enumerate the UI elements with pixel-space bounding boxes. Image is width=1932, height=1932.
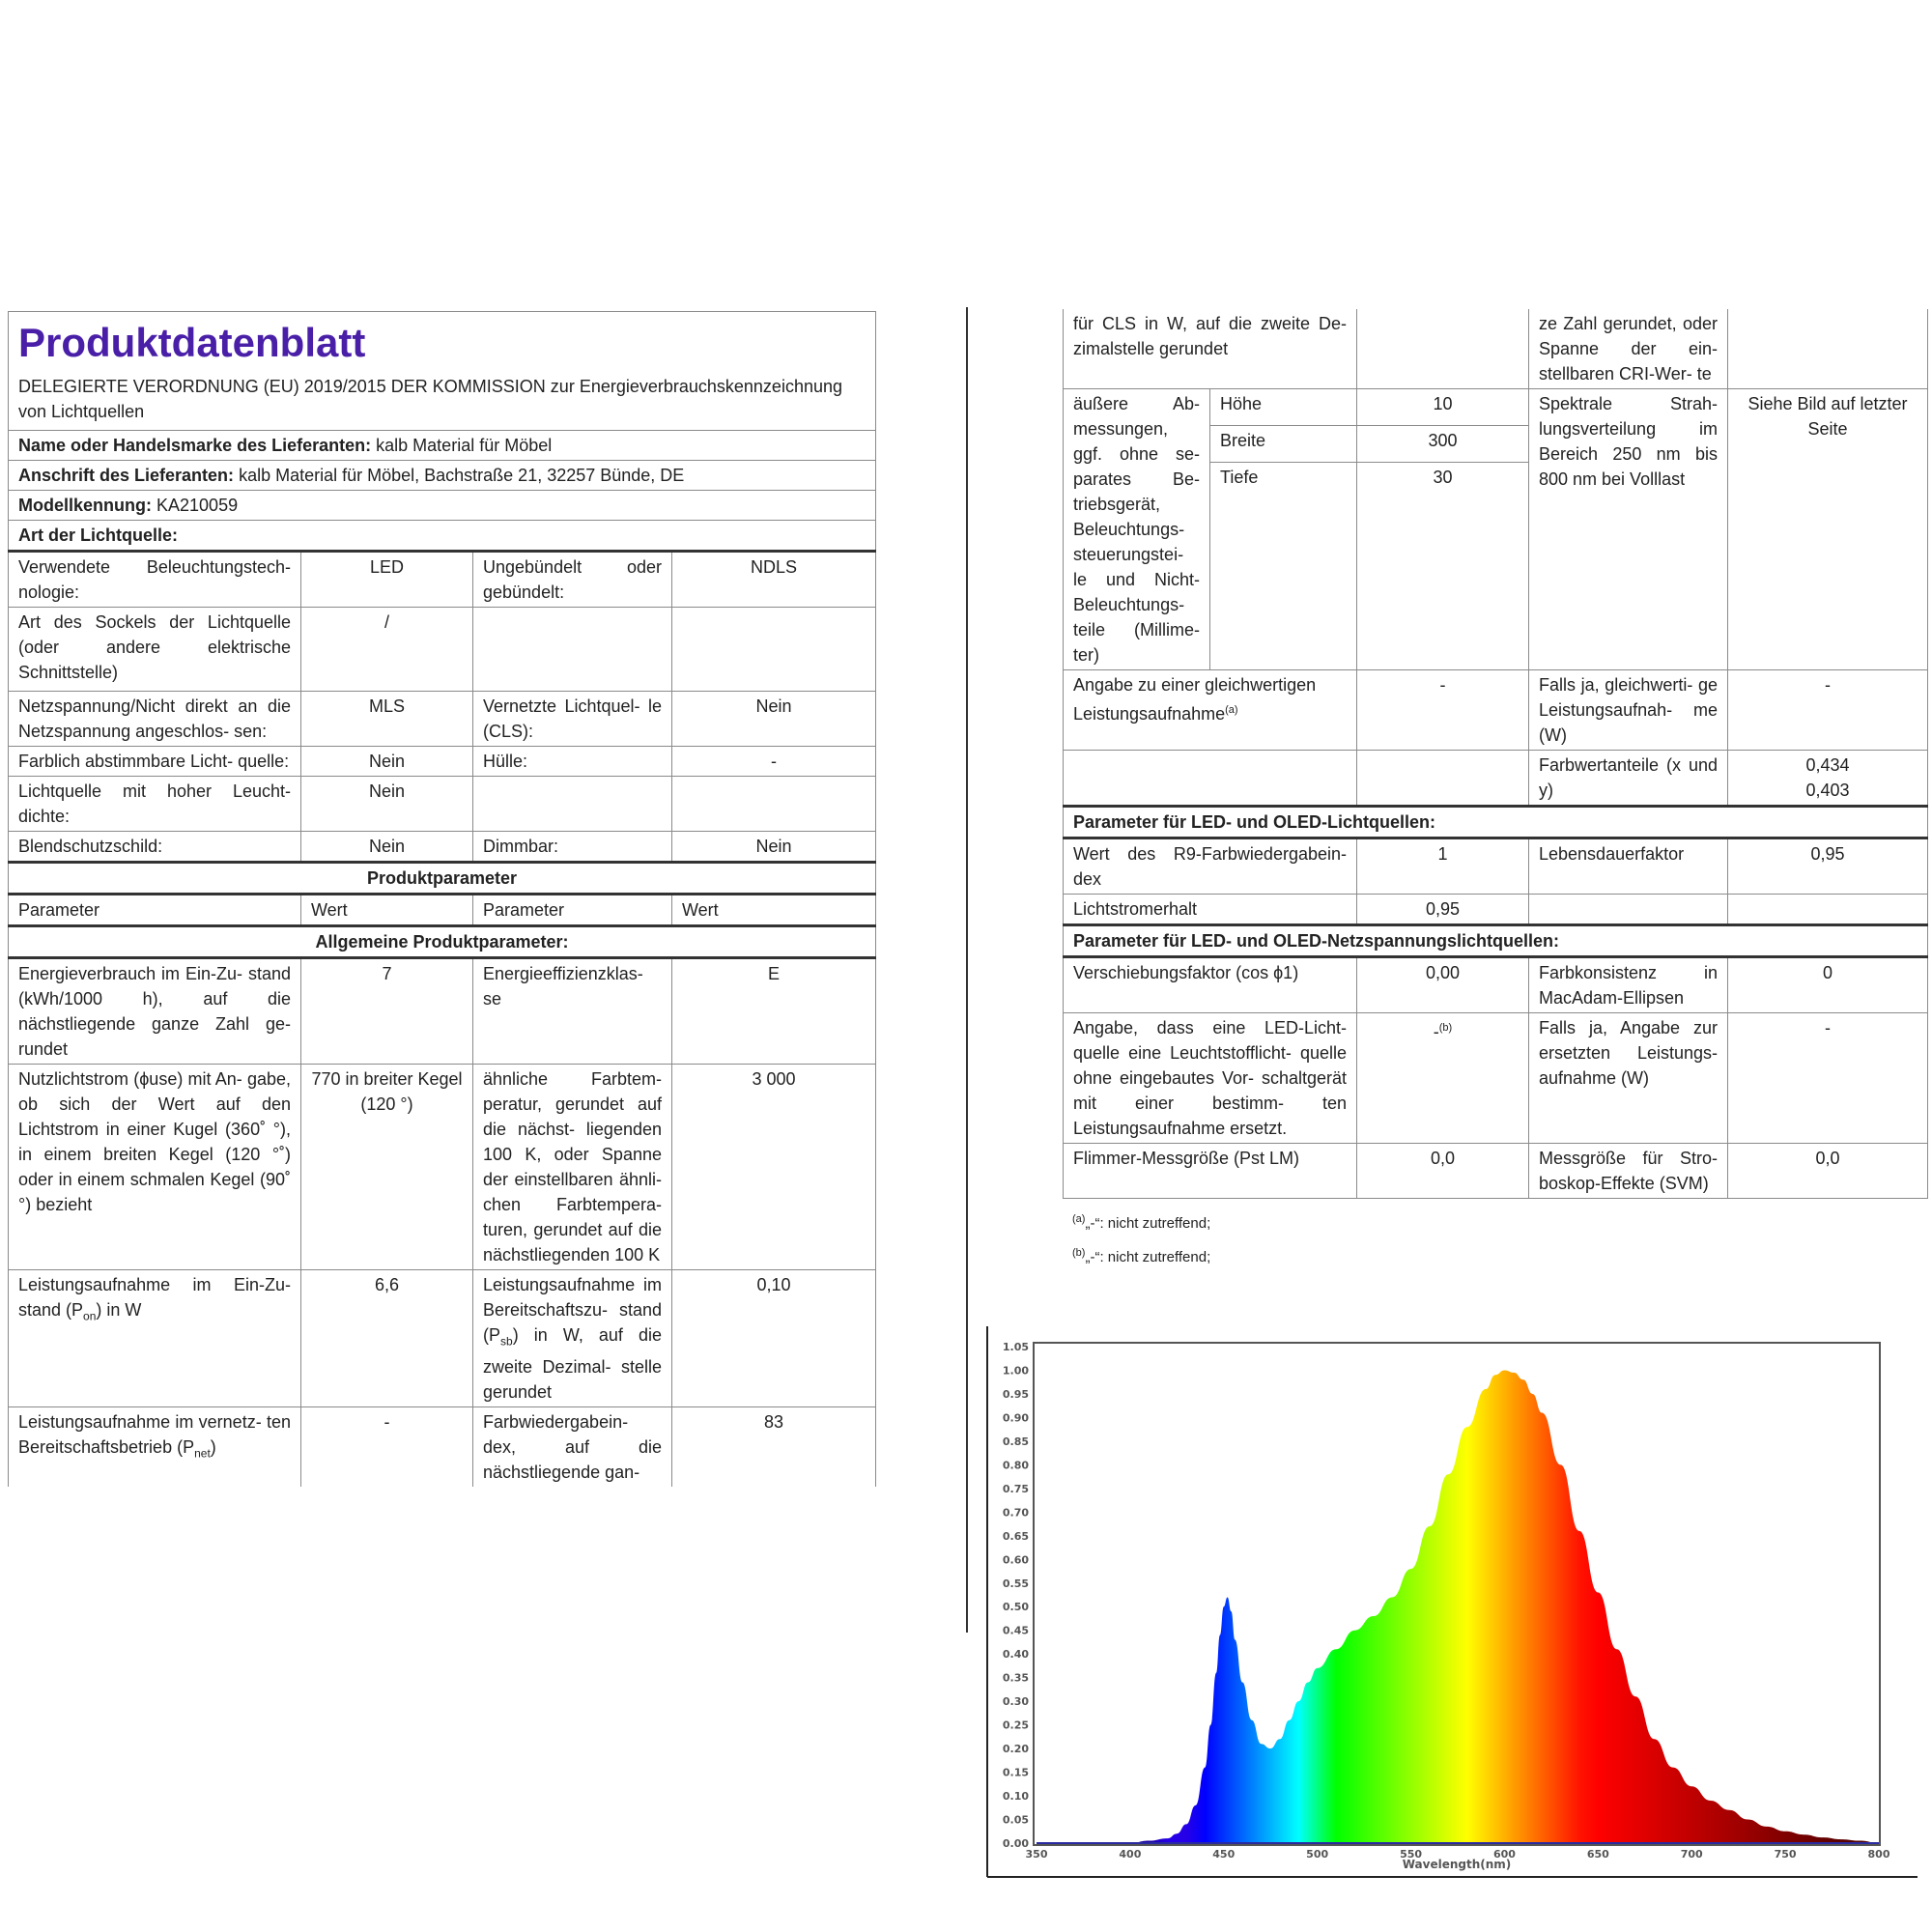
param-value: 83 [672,1406,876,1487]
param-label: ähnliche Farbtem- peratur, gerundet auf die nächst- liegenden 100 K, oder Spanne der einstellbaren ähnli- chen Farbtempera- turen, gerundet auf die nächstliegenden 100 K [473,1065,672,1270]
y-tick-label: 0.00 [1002,1837,1029,1850]
param-label: Lebensdauerfaktor [1529,838,1728,895]
table-row [1064,1144,1928,1199]
param-label: Messgröße für Stro- boskop-Effekte (SVM) [1529,1144,1728,1199]
supplier-address: kalb Material für Möbel, Bachstraße 21, 32257 Bünde, DE [239,466,685,485]
table-row [9,1065,876,1270]
supplier-name-row [9,431,876,461]
param-value: - [1728,670,1928,751]
param-label: Leistungsaufnahme im Ein-Zu- stand $(P_{on})$ in W [9,1270,301,1407]
product-datasheet-table-left [8,311,876,1487]
param-label: Ungebündelt oder gebündelt: [473,552,672,608]
led-parameters-heading: Parameter für LED- und OLED-Lichtquellen: [1064,807,1928,838]
param-label: Nutzlichtstrom (ϕuse) mit An- gabe, ob sich der Wert auf den Lichtstrom in einer Kugel (360˚ °), in einem breiten Kegel (120 °˚) oder in einem schmalen Kegel (90˚ °) bezieht [9,1065,301,1270]
param-label: Leistungsaufnahme im vernetz- ten Bereitschaftsbetrieb $(P_{net})$ [9,1406,301,1487]
product-parameters-heading: Produktparameter [9,863,876,895]
param-value [672,608,876,692]
param-label: Farblich abstimmbare Licht- quelle: [9,747,301,777]
x-tick-label: 650 [1586,1848,1609,1861]
param-value: 0,95 [1357,895,1529,925]
y-tick-label: 0.70 [1002,1506,1029,1520]
param-value: Nein [301,777,473,832]
y-tick-label: 0.40 [1002,1648,1029,1662]
y-tick-label: 0.90 [1002,1411,1029,1425]
param-value: / [301,608,473,692]
param-label: Leistungsaufnahme im Bereitschaftszu- stand $(P_{sb})$ in W, auf die zweite Dezimal- stelle gerundet [473,1270,672,1407]
param-label: Energieverbrauch im Ein-Zu- stand (kWh/1000 h), auf die nächstliegende ganze Zahl ge- rundet [9,958,301,1065]
y-tick-label: 0.45 [1002,1624,1029,1637]
param-value: 3 000 [672,1065,876,1270]
param-value: Nein [301,747,473,777]
dimensions-label: äußere Ab- messungen, ggf. ohne se- parates Be- triebsgerät, Beleuchtungs- steuerungstei- le und Nicht- Beleuchtungs- teile (Millime- ter) [1064,389,1210,670]
param-label: Angabe, dass eine LED-Licht- quelle eine Leuchtstofflicht- quelle ohne eingebautes Vor- schaltgerät mit einer bestimm- ten Leistungsaufnahme ersetzt. [1064,1013,1357,1144]
param-label: Lichtquelle mit hoher Leucht- dichte: [9,777,301,832]
y-tick-label: 0.25 [1002,1719,1029,1732]
table-row [1064,838,1928,895]
param-value: E [672,958,876,1065]
y-tick-label: 0.60 [1002,1553,1029,1567]
y-tick-label: 1.05 [1002,1341,1029,1353]
param-label: für CLS in W, auf die zweite De- zimalstelle gerundet [1064,309,1357,389]
footnote-a: $^{(a)}$„-“: nicht zutreffend; [1072,1213,1211,1232]
x-tick-label: 800 [1867,1848,1890,1861]
model-row [9,491,876,521]
param-label: ze Zahl gerundet, oder Spanne der ein- stellbaren CRI-Wer- te [1529,309,1728,389]
param-value: 6,6 [301,1270,473,1407]
param-label: Dimmbar: [473,832,672,863]
y-tick-label: 0.10 [1002,1790,1029,1804]
param-value: - [301,1406,473,1487]
y-tick-label: 0.80 [1002,1459,1029,1472]
param-value: - [672,747,876,777]
y-tick-label: 0.75 [1002,1482,1029,1495]
spectral-distribution-chart [980,1321,1922,1882]
param-label: Verschiebungsfaktor (cos ϕ1) [1064,957,1357,1013]
dim-label: Höhe [1210,389,1357,426]
x-tick-label: 550 [1400,1848,1423,1861]
y-tick-label: 0.50 [1002,1601,1029,1614]
chroma-x: 0,434 [1805,755,1850,775]
right-page [1063,309,1927,1272]
table-row [9,777,876,832]
param-value: MLS [301,692,473,747]
param-label: Blendschutzschild: [9,832,301,863]
param-value: 0,95 [1728,838,1928,895]
param-value: -$^{(b)}$ [1357,1013,1529,1144]
param-label: Energieeffizienzklas- se [473,958,672,1065]
y-tick-label: 0.85 [1002,1435,1029,1448]
dim-value: 10 [1357,389,1529,426]
column-header: Parameter [9,895,301,926]
param-value [672,777,876,832]
column-header: Wert [672,895,876,926]
param-value: Nein [672,692,876,747]
param-label [473,777,672,832]
table-row [9,747,876,777]
param-value: 7 [301,958,473,1065]
param-value: 1 [1357,838,1529,895]
param-value: Nein [672,832,876,863]
supplier-address-label: Anschrift des Lieferanten: [18,466,235,485]
table-row [1064,389,1928,426]
param-label: Falls ja, gleichwerti- ge Leistungsaufnah- me (W) [1529,670,1728,751]
param-label: Netzspannung/Nicht direkt an die Netzspannung angeschlos- sen: [9,692,301,747]
param-value: - [1357,670,1529,751]
y-tick-label: 0.65 [1002,1529,1029,1543]
supplier-name-label: Name oder Handelsmarke des Lieferanten: [18,436,372,455]
x-tick-label: 350 [1025,1848,1048,1861]
y-tick-label: 0.20 [1002,1743,1029,1756]
param-label: Art des Sockels der Lichtquelle (oder andere elektrische Schnittstelle) [9,608,301,692]
model-label: Modellkennung: [18,496,152,515]
model-id: KA210059 [156,496,239,515]
param-label: Hülle: [473,747,672,777]
y-tick-label: 0.15 [1002,1766,1029,1779]
x-tick-label: 450 [1212,1848,1236,1861]
footnote-b: $^{(b)}$„-“: nicht zutreffend; [1072,1247,1211,1265]
param-label: Falls ja, Angabe zur ersetzten Leistungs- aufnahme (W) [1529,1013,1728,1144]
param-label: Verwendete Beleuchtungstech- nologie: [9,552,301,608]
param-value: 0,10 [672,1270,876,1407]
param-value [1357,309,1529,389]
column-header: Wert [301,895,473,926]
table-row [9,692,876,747]
param-value [1728,751,1928,807]
x-tick-label: 700 [1680,1848,1703,1861]
table-row [1064,957,1928,1013]
table-row [1064,1013,1928,1144]
table-row [9,1270,876,1407]
param-label: Spektrale Strah- lungsverteilung im Bereich 250 nm bis 800 nm bei Volllast [1529,389,1728,670]
supplier-name: kalb Material für Möbel [376,436,553,455]
param-label: Farbwertanteile (x und y) [1529,751,1728,807]
y-tick-label: 0.30 [1002,1695,1029,1709]
table-row [9,552,876,608]
param-value: 0,00 [1357,957,1529,1013]
x-tick-label: 400 [1119,1848,1142,1861]
param-label: Wert des R9-Farbwiedergabein- dex [1064,838,1357,895]
param-label: Vernetzte Lichtquel- le (CLS): [473,692,672,747]
x-axis-label: Wavelength(nm) [1402,1858,1512,1871]
x-tick-label: 600 [1492,1848,1516,1861]
column-header: Parameter [473,895,672,926]
y-tick-label: 0.35 [1002,1671,1029,1685]
left-page [8,311,875,1487]
light-source-type-heading: Art der Lichtquelle: [9,521,876,552]
regulation-text: DELEGIERTE VERORDNUNG (EU) 2019/2015 DER KOMMISSION zur Energieverbrauchskennzeichnung von Lichtquellen [18,377,842,421]
product-datasheet-table-right [1063,309,1928,1199]
dim-value: 30 [1357,463,1529,670]
page-divider [966,307,968,1633]
table-row [9,958,876,1065]
table-row [1064,309,1928,389]
param-value [1728,309,1928,389]
y-tick-label: 0.55 [1002,1577,1029,1590]
param-value: LED [301,552,473,608]
chroma-y: 0,403 [1805,781,1850,800]
dim-value: 300 [1357,426,1529,463]
table-row [1064,751,1928,807]
x-tick-label: 500 [1306,1848,1329,1861]
table-row [9,608,876,692]
param-label [473,608,672,692]
y-tick-label: 0.95 [1002,1387,1029,1401]
general-parameters-heading: Allgemeine Produktparameter: [9,926,876,958]
table-row [9,1406,876,1487]
param-label: Farbwiedergabein- dex, auf die nächstliegende gan- [473,1406,672,1487]
param-value: 0,0 [1357,1144,1529,1199]
param-value: Siehe Bild auf letzter Seite [1728,389,1928,670]
column-header-row [9,895,876,926]
supplier-address-row [9,461,876,491]
param-label: Farbkonsistenz in MacAdam-Ellipsen [1529,957,1728,1013]
y-tick-label: 0.05 [1002,1813,1029,1827]
param-label: Flimmer-Messgröße (Pst LM) [1064,1144,1357,1199]
param-value: NDLS [672,552,876,608]
param-value: - [1728,1013,1928,1144]
table-row [1064,895,1928,925]
param-value: Nein [301,832,473,863]
table-row [1064,670,1928,751]
dim-label: Tiefe [1210,463,1357,670]
param-label: Lichtstromerhalt [1064,895,1357,925]
mains-parameters-heading: Parameter für LED- und OLED-Netzspannungslichtquellen: [1064,925,1928,957]
table-row [9,832,876,863]
dim-label: Breite [1210,426,1357,463]
param-value: 0,0 [1728,1144,1928,1199]
param-value: 770 in breiter Kegel (120 °) [301,1065,473,1270]
param-label: Angabe zu einer gleichwertigen Leistungsaufnahme$^{(a)}$ [1064,670,1357,751]
page-title: Produktdatenblatt [18,320,366,365]
y-tick-label: 1.00 [1002,1364,1029,1378]
param-value: 0 [1728,957,1928,1013]
x-tick-label: 750 [1774,1848,1797,1861]
